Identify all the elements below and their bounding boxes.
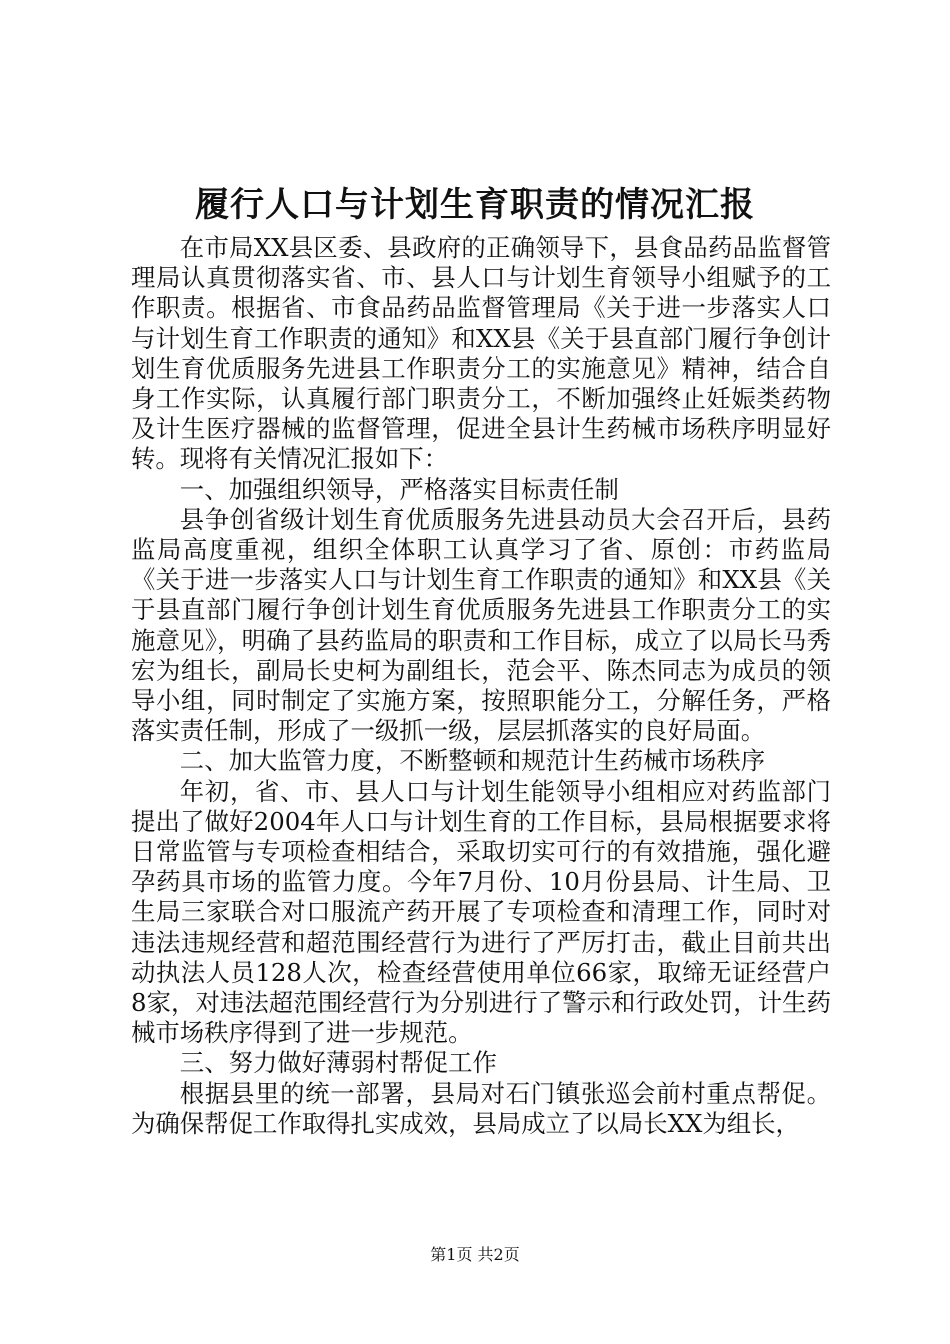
section-paragraph-3: 根据县里的统一部署，县局对石门镇张巡会前村重点帮促。为确保帮促工作取得扎实成效，县局成立了以局长XX为组长， [131,1078,831,1138]
intro-paragraph: 在市局XX县区委、县政府的正确领导下，县食品药品监督管理局认真贯彻落实省、市、县人口与计划生育领导小组赋予的工作职责。根据省、市食品药品监督管理局《关于进一步落实人口与计划生育工作职责的通知》和XX县《关于县直部门履行争创计划生育优质服务先进县工作职责分工的实施意见》精神，结合自身工作实际，认真履行部门职责分工，不断加强终止妊娠类药物及计生医疗器械的监督管理，促进全县计生药械市场秩序明显好转。现将有关情况汇报如下： [131,233,831,474]
page-footer: 第1页 共2页 [430,1245,520,1264]
document-body [131,233,831,1139]
section-paragraph-2: 年初，省、市、县人口与计划生能领导小组相应对药监部门提出了做好2004年人口与计划生育的工作目标，县局根据要求将日常监管与专项检查相结合，采取切实可行的有效措施，强化避孕药具市场的监管力度。今年7月份、10月份县局、计生局、卫生局三家联合对口服流产药开展了专项检查和清理工作，同时对违法违规经营和超范围经营行为进行了严厉打击，截止目前共出动执法人员128人次，检查经营使用单位66家，取缔无证经营户8家，对违法超范围经营行为分别进行了警示和行政处罚，计生药械市场秩序得到了进一步规范。 [131,776,831,1048]
section-heading-1: 一、加强组织领导，严格落实目标责任制 [179,474,619,504]
section-heading-2: 二、加大监管力度，不断整顿和规范计生药械市场秩序 [179,746,766,776]
section-paragraph-1: 县争创省级计划生育优质服务先进县动员大会召开后，县药监局高度重视，组织全体职工认真学习了省、原创：市药监局《关于进一步落实人口与计划生育工作职责的通知》和XX县《关于县直部门履行争创计划生育优质服务先进县工作职责分工的实施意见》，明确了县药监局的职责和工作目标，成立了以局长马秀宏为组长，副局长史柯为副组长，范会平、陈杰同志为成员的领导小组，同时制定了实施方案，按照职能分工，分解任务，严格落实责任制，形成了一级抓一级，层层抓落实的良好局面。 [131,504,831,746]
document-title: 履行人口与计划生育职责的情况汇报 [195,185,755,225]
section-heading-3: 三、努力做好薄弱村帮促工作 [179,1048,497,1078]
